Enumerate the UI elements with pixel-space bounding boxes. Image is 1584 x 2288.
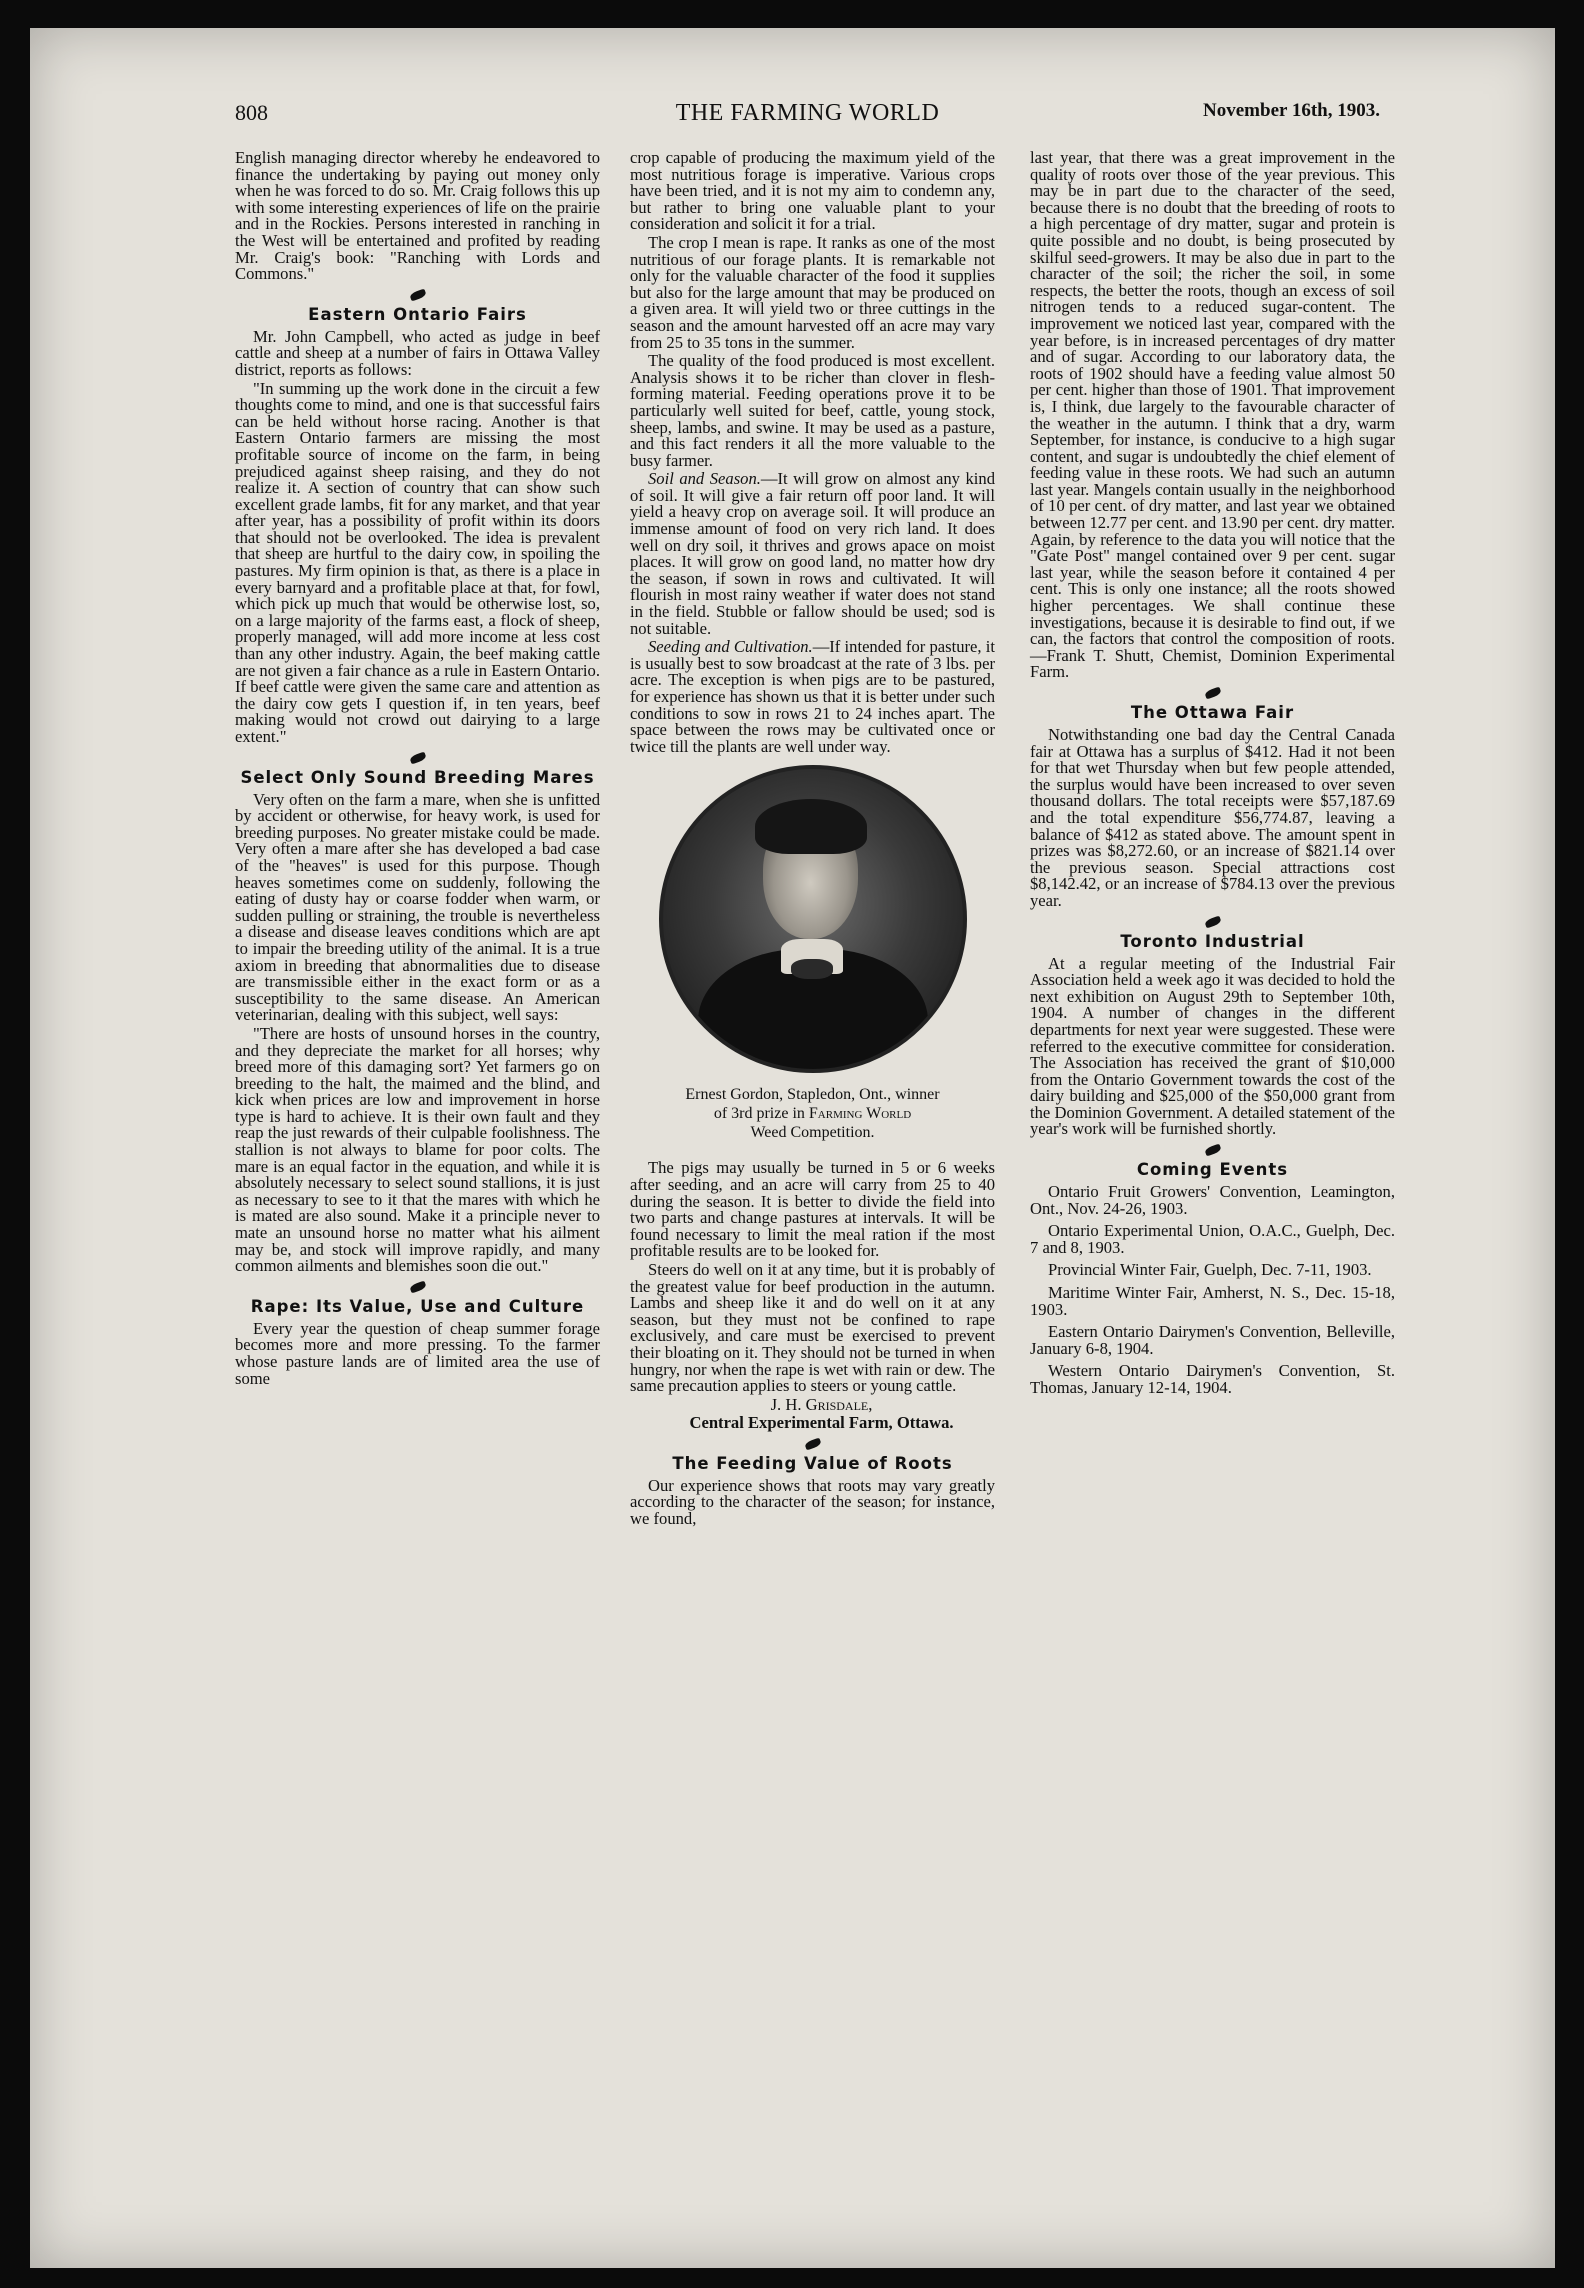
paragraph: last year, that there was a great improvement in the quality of roots over those of the year previous. This may be in part due to the character of the seed, because there is no doubt that the breeding of roots to a high percentage of dry matter, sugar and protein is quite possible and no doubt, is being prosecuted by skilful seed-growers. It may be also due in part to the character of the soil; the richer the soil, in some respects, the better the roots, though an excess of soil nitrogen tends to a reduced sugar-content. The improvement we noticed last year, compared with the year before, is in increased percentages of dry matter and of sugar. According to our laboratory data, the roots of 1902 should have a feeding value almost 50 per cent. higher than those of 1901. That improvement is, I think, due largely to the favourable character of the weather in the autumn. I think that a dry, warm September, for instance, is conducive to a high sugar content, and sugar is undoubtedly the chief element of feeding value in these roots. We had such an autumn last year. Mangels contain usually in the neighborhood of 10 per cent. of dry matter, and last year we obtained between 12.77 per cent. and 13.90 per cent. dry matter. Again, by reference to the data you will notice that the "Gate Post" mangel contained over 9 per cent. sugar last year, while the season before it contained 4 per cent. This is only one instance; all the roots showed higher percentages. We shall continue these investigations, because it is desirable to find out, if we can, the factors that control the composition of roots.—Frank T. Shutt, Chemist, Dominion Experimental Farm.	[1030, 148, 1395, 682]
list-item: Ontario Experimental Union, O.A.C., Guelph, Dec. 7 and 8, 1903.	[1030, 1221, 1395, 1257]
photo-caption: Ernest Gordon, Stapledon, Ont., winner of 3rd prize in Farming World Weed Competition.	[685, 1086, 940, 1142]
ornament-divider	[235, 289, 600, 299]
paragraph: Seeding and Cultivation.—If intended for pasture, it is usually best to sow broadcast at the rate of 3 lbs. per acre. The exception is when pigs are to be pastured, for experience has shown us that it is better under such conditions to sow in rows 21 to 24 inches apart. The space between the rows may be cultivated once or twice till the plants are well under way.	[630, 637, 995, 756]
article-heading-rape: Rape: Its Value, Use and Culture	[250, 1296, 585, 1316]
paragraph: The pigs may usually be turned in 5 or 6 weeks after seeding, and an acre will carry from 25 to 40 during the season. It is better to divide the field into two parts and change pastures at intervals. It will be found necessary to limit the meal ration if the most profitable results are to be looked for.	[630, 1158, 995, 1261]
ornament-divider	[1030, 1144, 1395, 1154]
paragraph: Notwithstanding one bad day the Central Canada fair at Ottawa has a surplus of $412. Had it not been for that wet Thursday when but few people attended, the surplus would have been increased to over seven thousand dollars. The total receipts were $57,187.69 and the total expenditure $56,774.87, leaving a balance of $412 as stated above. The amount spent in prizes was $8,272.60, or an increase of $821.14 over the previous season. Special attractions cost $8,142.42, or an increase of $784.13 over the previous year.	[1030, 725, 1395, 910]
ornament-divider	[1030, 916, 1395, 926]
article-heading-ottawa-fair: The Ottawa Fair	[1130, 703, 1295, 722]
column-2	[630, 150, 995, 1530]
list-item: Maritime Winter Fair, Amherst, N. S., Dec. 15-18, 1903.	[1030, 1283, 1395, 1319]
portrait-photo	[659, 765, 967, 1073]
article-heading-coming-events: Coming Events	[1136, 1160, 1289, 1180]
ornament-divider	[630, 1438, 995, 1448]
article-heading-toronto-industrial: Toronto Industrial	[1120, 931, 1305, 951]
article-heading-roots: The Feeding Value of Roots	[672, 1453, 953, 1473]
issue-date: November 16th, 1903.	[1203, 100, 1380, 121]
ornament-divider	[235, 1281, 600, 1291]
article-heading-breeding-mares: Select Only Sound Breeding Mares	[240, 767, 595, 787]
list-item: Eastern Ontario Dairymen's Convention, Belleville, January 6-8, 1904.	[1030, 1322, 1395, 1358]
page-number: 808	[235, 100, 268, 125]
paragraph: The crop I mean is rape. It ranks as one of the most nutritious of our forage plants. It is remarkable not only for the valuable character of the food it supplies but also for the large amount that may be produced on a given area. It will yield two or three cuttings in the season and the amount harvested off an acre may vary from 25 to 35 tons in the summer.	[630, 232, 995, 352]
paragraph: Soil and Season.—It will grow on almost any kind of soil. It will give a fair return off poor land. It will yield a heavy crop on average soil. It will produce an immense amount of food on very rich land. It does well on dry soil, it thrives and grows apace on moist places. It will grow on good land, no matter how dry the season, if sown in rows and cultivated. It will flourish in most rainy weather if water does not stand in the field. Stubble or fallow should be used; sod is not suitable.	[630, 469, 995, 638]
ornament-divider	[1030, 687, 1395, 697]
paragraph: crop capable of producing the maximum yield of the most nutritious forage is imperative. Various crops have been tried, and it is not my aim to condemn any, but rather to bring one valuable plant to your consideration and solicit it for a trial.	[630, 148, 995, 234]
author-affiliation: Central Experimental Farm, Ottawa.	[689, 1413, 954, 1433]
events-list	[1030, 1184, 1395, 1397]
ornament-divider	[235, 752, 600, 762]
paragraph: Mr. John Campbell, who acted as judge in beef cattle and sheep at a number of fairs in Ottawa Valley district, reports as follows:	[235, 326, 600, 379]
paragraph: Steers do well on it at any time, but it is probably of the greatest value for beef production in the autumn. Lambs and sheep like it and do well on it at any season, but they must not be confined to rape exclusively, and care must be exercised to prevent their bloating on it. They should not be turned in when hungry, nor when the rape is wet with rain or dew. The same precaution applies to steers or young cattle.	[630, 1259, 995, 1396]
page-header	[235, 100, 1380, 140]
paragraph: At a regular meeting of the Industrial Fair Association held a week ago it was decided to hold the next exhibition on August 29th to September 10th, 1904. A number of changes in the different departments for next year were suggested. These were referred to the executive committee for consideration. The Association has received the grant of $10,000 from the Ontario Government towards the cost of the dairy building and $25,000 of the $50,000 grant from the Dominion Government. A detailed statement of the year's work will be furnished shortly.	[1030, 953, 1395, 1139]
publication-title: THE FARMING WORLD	[675, 100, 940, 126]
article-continuation: English managing director whereby he endeavored to finance the undertaking by paying out money only when he was forced to do so. Mr. Craig follows this up with some interesting experiences of life on the prairie and in the Rockies. Persons interested in ranching in the West will be entertained and profited by reading Mr. Craig's book: "Ranching with Lords and Commons."	[235, 148, 600, 284]
column-3	[1030, 150, 1395, 1403]
list-item: Ontario Fruit Growers' Convention, Leamington, Ont., Nov. 24-26, 1903.	[1030, 1182, 1395, 1218]
paragraph: "In summing up the work done in the circuit a few thoughts come to mind, and one is that successful fairs can be held without horse racing. Another is that Eastern Ontario farmers are missing the most profitable source of income on the farm, in being prejudiced against sheep raising, and they do not realize it. A section of country that can show such excellent grade lambs, fit for any market, and that year after year, has a possibility of profit within its doors that should not be overlooked. The idea is prevalent that sheep are hurtful to the dairy cow, in spoiling the pastures. My firm opinion is that, as there is a place in every barnyard and a profitable place at that, for fowl, which pick up much that would be otherwise lost, so, on a large majority of the farms east, a flock of sheep, properly managed, will add more income at less cost than any other industry. Again, the beef making cattle are not given a fair chance as a rule in Eastern Ontario. If beef cattle were given the same care and attention as the dairy cow gets I question if, in ten years, beef making would not crowd out dairying to a large extent."	[235, 378, 600, 746]
paragraph: The quality of the food produced is most excellent. Analysis shows it to be richer than clover in flesh-forming material. Feeding operations prove it to be particularly well suited for beef, cattle, young stock, sheep, lambs, and swine. It may be used as a pasture, and this fact renders it all the more valuable to the busy farmer.	[630, 351, 995, 470]
subheading-seeding: Seeding and Cultivation.	[648, 637, 813, 657]
column-1	[235, 150, 600, 1389]
author-signature: J. H. Grisdale,	[770, 1394, 873, 1414]
paragraph: "There are hosts of unsound horses in the country, and they depreciate the market for all horses; why breed more of this damaging sort? Yet farmers go on breeding to the halt, the maimed and the blind, and kick when prices are low and improvement in horse type is hard to achieve. It is their own fault and they reap the just rewards of their culpable foolishness. The stallion is not always to blame for poor colts. The mare is an equal factor in the equation, and while it is absolutely necessary to select sound stallions, it is just as necessary to see to it that the mares with which he is mated are also sound. Make it a principle never to mate an unsound horse no matter what his ailment may be, and stock will improve rapidly, and many common ailments and blemishes soon die out."	[235, 1023, 600, 1276]
paragraph: Every year the question of cheap summer forage becomes more and more pressing. To the farmer whose pasture lands are of limited area the use of some	[235, 1318, 600, 1388]
paragraph: Very often on the farm a mare, when she is unfitted by accident or otherwise, for heavy work, is used for breeding purposes. No greater mistake could be made. Very often a mare after she has developed a bad case of the "heaves" is used for this purpose. Though heaves sometimes come on suddenly, following the eating of dusty hay or coarse fodder when warm, or sudden pulling or straining, the trouble is nevertheless a disease and disease leaves conditions which are apt to impair the breeding utility of the animal. It is a true axiom in breeding that abnormalities due to disease are transmissible either in the exact form or as a susceptibility to the same disease. An American veterinarian, dealing with this subject, well says:	[235, 789, 600, 1025]
list-item: Provincial Winter Fair, Guelph, Dec. 7-11, 1903.	[1048, 1260, 1372, 1280]
article-heading-eastern-ontario-fairs: Eastern Ontario Fairs	[308, 304, 527, 324]
list-item: Western Ontario Dairymen's Convention, St. Thomas, January 12-14, 1904.	[1030, 1361, 1395, 1397]
subheading-soil-season: Soil and Season.	[648, 469, 761, 489]
paragraph: Our experience shows that roots may vary greatly according to the character of the season; for instance, we found,	[630, 1475, 995, 1529]
